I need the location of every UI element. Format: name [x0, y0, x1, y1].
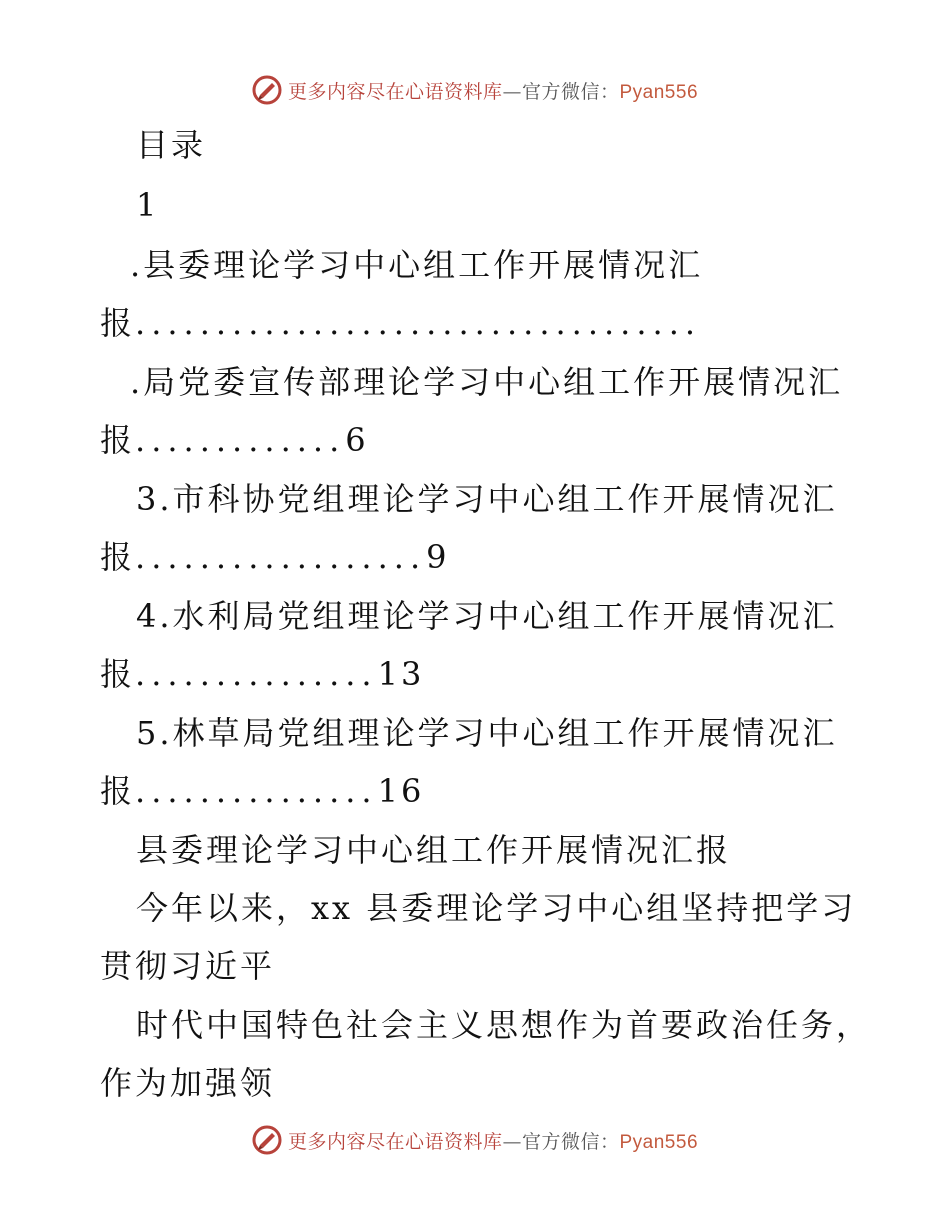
watermark-text: 更多内容尽在心语资料库—官方微信：Pyan556 [287, 80, 699, 103]
toc-entry-1-title: .县委理论学习中心组工作开展情况汇 [130, 246, 704, 284]
toc-number: 1 [136, 186, 160, 224]
toc-entry-1-tail: 报................................... [100, 304, 702, 342]
pen-logo-icon [252, 75, 282, 105]
toc-entry-2-tail: 报.............6 [100, 421, 369, 459]
section-heading: 县委理论学习中心组工作开展情况汇报 [136, 831, 732, 869]
paragraph-2-line-1: 时代中国特色社会主义思想作为首要政治任务， [136, 1006, 872, 1044]
watermark-footer [0, 1120, 950, 1160]
pen-logo-icon [252, 1125, 282, 1155]
paragraph-2-line-2: 作为加强领 [100, 1064, 276, 1102]
toc-entry-4-title: 4.水利局党组理论学习中心组工作开展情况汇 [136, 597, 838, 635]
toc-entry-2-title: .局党委宣传部理论学习中心组工作开展情况汇 [130, 363, 844, 401]
toc-entry-3-title: 3.市科协党组理论学习中心组工作开展情况汇 [136, 480, 838, 518]
paragraph-1-line-2: 贯彻习近平 [100, 947, 276, 985]
toc-entry-4-tail: 报...............13 [100, 655, 425, 693]
toc-entry-5-title: 5.林草局党组理论学习中心组工作开展情况汇 [136, 714, 838, 752]
toc-entry-3-tail: 报..................9 [100, 538, 450, 576]
paragraph-1-line-1: 今年以来，xx 县委理论学习中心组坚持把学习 [136, 889, 857, 927]
watermark-text: 更多内容尽在心语资料库—官方微信：Pyan556 [287, 1130, 699, 1153]
toc-entry-5-tail: 报...............16 [100, 772, 425, 810]
toc-title: 目录 [136, 126, 207, 164]
watermark-header [0, 70, 950, 110]
